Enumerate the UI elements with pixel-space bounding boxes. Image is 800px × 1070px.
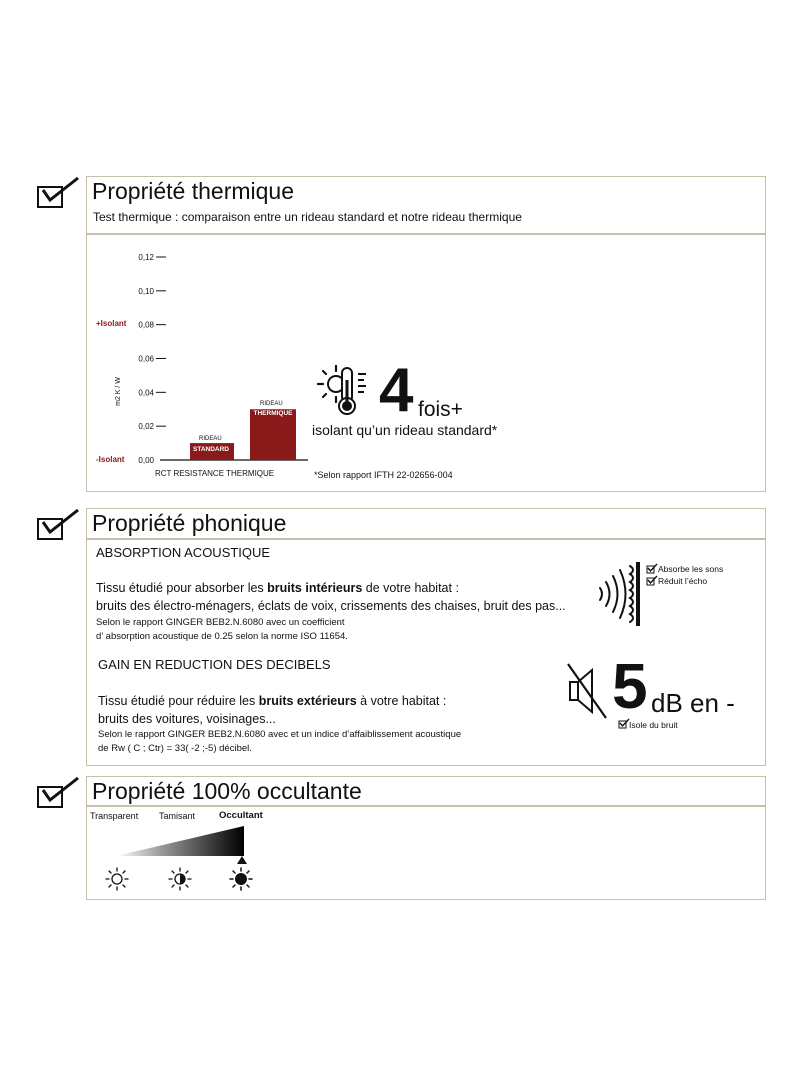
absorption-line-1-bold: bruits intérieurs	[267, 581, 363, 595]
absorption-line-2: bruits des électro-ménagers, éclats de voix, crissements des chaises, bruit des pas...	[96, 599, 566, 613]
checkbox-checked-icon	[36, 776, 82, 810]
checkbox-checked-icon	[36, 176, 82, 210]
reduction-line-3: Selon le rapport GINGER BEB2.N.6080 avec et un indice d’affaiblissement acoustique	[98, 729, 462, 740]
bar-inner-label-standard: STANDARD	[193, 446, 229, 453]
absorbe-label: Absorbe les sons	[658, 564, 724, 574]
thermal-divider	[86, 233, 766, 235]
bar-label-rideau-2: RIDEAU	[260, 401, 283, 407]
label-minus-isolant: -Isolant	[96, 455, 125, 464]
phonic-divider	[86, 538, 766, 540]
label-tamisant: Tamisant	[159, 811, 196, 821]
thermal-chart	[86, 236, 386, 486]
bar-label-rideau-1: RIDEAU	[199, 436, 222, 442]
sun-half-icon	[167, 866, 193, 892]
echo-label: Réduit l’écho	[658, 576, 708, 586]
absorption-line-1	[96, 581, 459, 595]
thermal-big-number: 4	[379, 356, 414, 425]
y-tick-label: 0,10	[138, 286, 154, 296]
label-occultant: Occultant	[219, 810, 263, 821]
reduction-big-number: 5	[612, 650, 648, 722]
y-tick-label: 0,04	[138, 388, 154, 398]
sun-transparent-icon	[104, 866, 130, 892]
check-echo-icon	[646, 575, 658, 586]
sun-thermometer-icon	[316, 362, 376, 418]
reduction-line-1-pre: Tissu étudié pour réduire les	[98, 694, 259, 708]
absorption-heading: ABSORPTION ACOUSTIQUE	[96, 545, 271, 560]
phonic-title: Propriété phonique	[92, 510, 287, 536]
chart-x-label: RCT RESISTANCE THERMIQUE	[155, 469, 275, 478]
sun-full-icon	[228, 866, 254, 892]
absorption-line-1-pre: Tissu étudié pour absorber les	[96, 581, 268, 595]
absorption-line-3: Selon le rapport GINGER BEB2.N.6080 avec un coefficient	[96, 617, 345, 628]
isole-label: Isole du bruit	[629, 720, 678, 730]
reduction-heading: GAIN EN REDUCTION DES DECIBELS	[98, 657, 331, 672]
reduction-line-1	[98, 694, 446, 708]
y-tick-label: 0,00	[138, 456, 154, 465]
thermal-footnote: *Selon rapport IFTH 22-02656-004	[314, 470, 453, 480]
reduction-big-suffix: dB en -	[651, 688, 735, 718]
bar-inner-label-thermique: THERMIQUE	[253, 410, 293, 417]
reduction-line-1-bold: bruits extérieurs	[258, 694, 357, 708]
sound-absorption-icon	[596, 560, 650, 628]
y-tick-label: 0,12	[138, 253, 154, 262]
thermal-big-suffix: fois+	[418, 398, 463, 421]
y-tick-label: 0,02	[138, 422, 154, 432]
label-transparent: Transparent	[90, 811, 139, 821]
reduction-line-1-post: à votre habitat :	[356, 694, 447, 708]
label-plus-isolant: +Isolant	[96, 319, 127, 328]
thermal-claim: isolant qu’un rideau standard*	[312, 422, 498, 438]
checkbox-checked-icon	[36, 508, 82, 542]
check-absorbe-icon	[646, 563, 658, 574]
thermal-subtitle: Test thermique : comparaison entre un rideau standard et notre rideau thermique	[93, 210, 522, 224]
chart-y-label: m2 K / W	[114, 377, 122, 406]
opacity-gradient-wedge	[114, 822, 254, 864]
thermal-title: Propriété thermique	[92, 178, 294, 204]
absorption-line-1-post: de votre habitat :	[362, 581, 459, 595]
level-marker-icon	[237, 856, 247, 864]
y-tick-label: 0,08	[138, 320, 154, 330]
absorption-line-4: d’ absorption acoustique de 0.25 selon la norme ISO 11654.	[96, 631, 348, 642]
y-tick-label: 0,06	[138, 354, 154, 364]
reduction-line-4: de Rw ( C ; Ctr) = 33( -2 ;-5) décibel.	[98, 743, 252, 754]
occultant-title: Propriété 100% occultante	[92, 778, 362, 804]
speaker-muted-icon	[566, 662, 610, 720]
reduction-line-2: bruits des voitures, voisinages...	[98, 712, 276, 726]
occultant-divider	[86, 805, 766, 807]
